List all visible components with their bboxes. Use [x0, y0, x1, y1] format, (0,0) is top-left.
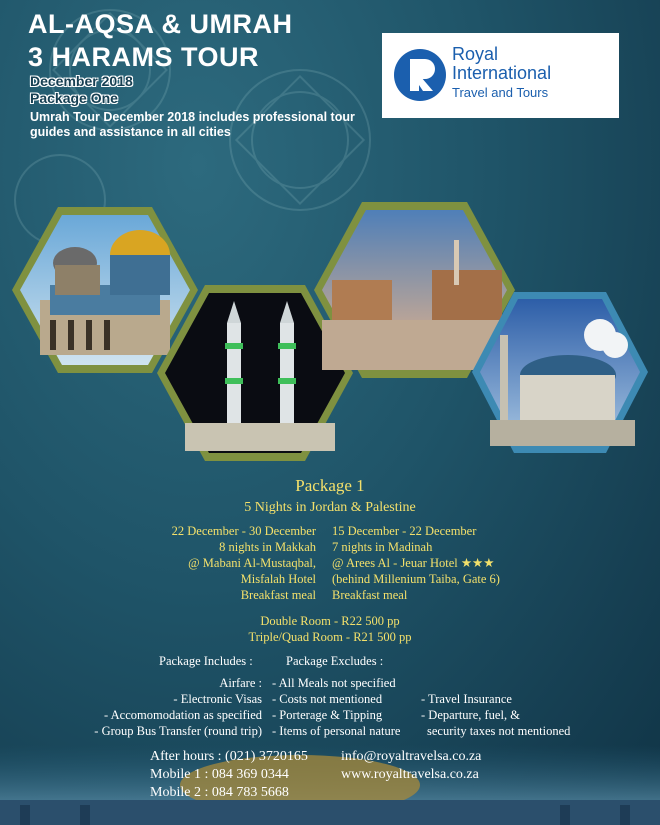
tour-title [28, 8, 292, 74]
website-link[interactable]: www.royaltravelsa.co.za [341, 767, 479, 782]
makkah-line: 22 December - 30 December [171, 524, 316, 538]
intro-text: Umrah Tour December 2018 includes professional tour guides and assistance in all cities [30, 110, 355, 139]
tour-date: December 2018 [30, 73, 133, 89]
triple-room-price: Triple/Quad Room - R21 500 pp [248, 630, 412, 644]
includes-item: - Accomomodation as specified [104, 708, 262, 722]
excludes-item: - All Meals not specified [272, 676, 396, 690]
hotel-stars: ★★★ [460, 556, 495, 570]
logo-name [452, 45, 551, 83]
excludes-item: security taxes not mentioned [427, 724, 571, 738]
excludes-item: - Porterage & Tipping [272, 708, 383, 722]
madinah-line [332, 555, 572, 571]
excludes-item: - Items of personal nature [272, 724, 401, 738]
excludes-item: - Costs not mentioned [272, 692, 383, 706]
amman-mosque-photo [470, 290, 650, 455]
phone-contacts [150, 748, 308, 802]
excludes-item: - Departure, fuel, & [421, 708, 520, 722]
madinah-details [332, 523, 572, 603]
madinah-line: 7 nights in Madinah [332, 540, 433, 554]
excludes-item: - Travel Insurance [421, 692, 512, 706]
royal-international-logo [382, 33, 619, 118]
after-hours-phone: After hours : (021) 3720165 [150, 749, 308, 764]
logo-tagline: Travel and Tours [452, 85, 549, 100]
double-room-price: Double Room - R22 500 pp [260, 614, 400, 628]
package-label: Package One [30, 90, 118, 106]
excludes-list-2 [421, 691, 611, 739]
title-line-1: AL-AQSA & UMRAH [28, 9, 293, 39]
includes-list [40, 675, 262, 739]
includes-item: - Electronic Visas [173, 692, 262, 706]
makkah-line: Breakfast meal [240, 588, 316, 602]
email-address[interactable]: info@royaltravelsa.co.za [341, 749, 482, 764]
mobile-1: Mobile 1 : 084 369 0344 [150, 767, 289, 782]
makkah-line: 8 nights in Makkah [219, 540, 316, 554]
madinah-line: 15 December - 22 December [332, 524, 477, 538]
excludes-heading: Package Excludes : [286, 654, 384, 668]
includes-item: - Group Bus Transfer (round trip) [94, 724, 262, 738]
madinah-line: Breakfast meal [332, 588, 408, 602]
includes-item: Airfare : [219, 676, 262, 690]
package-subtitle: 5 Nights in Jordan & Palestine [244, 500, 416, 515]
hotel-name: @ Arees Al - Jeuar Hotel [332, 556, 458, 570]
online-contacts [341, 748, 481, 784]
mobile-2: Mobile 2 : 084 783 5668 [150, 785, 289, 800]
makkah-details [120, 523, 316, 603]
logo-name-line-1: Royal [452, 44, 499, 64]
logo-r-icon [392, 47, 448, 103]
room-prices [0, 613, 660, 645]
title-line-2: 3 HARAMS TOUR [28, 42, 260, 72]
mosque-bottom-image [0, 745, 660, 825]
logo-name-line-2: International [452, 63, 552, 83]
makkah-line: @ Mabani Al-Mustaqbal, [188, 556, 316, 570]
makkah-line: Misfalah Hotel [240, 572, 316, 586]
package-title: Package 1 [295, 476, 365, 495]
includes-heading: Package Includes : [159, 654, 253, 668]
excludes-list [272, 675, 422, 739]
madinah-line: (behind Millenium Taiba, Gate 6) [332, 572, 500, 586]
